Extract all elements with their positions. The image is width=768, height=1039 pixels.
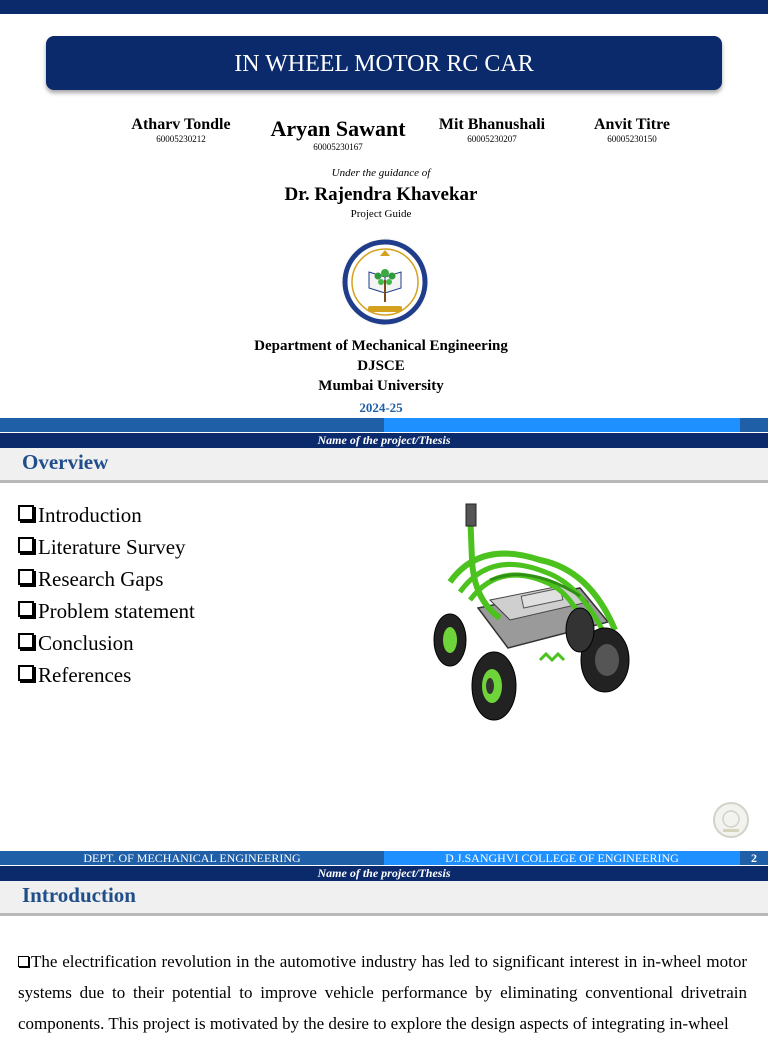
rc-car-image bbox=[430, 500, 650, 725]
list-item-label: Research Gaps bbox=[38, 567, 164, 591]
footer-college: D.J.SANGHVI COLLEGE OF ENGINEERING bbox=[384, 851, 740, 865]
footer-stripe-right bbox=[384, 418, 740, 432]
author-name: Anvit Titre bbox=[593, 116, 670, 133]
author-roll: 60005230207 bbox=[467, 134, 517, 144]
college-emblem-icon bbox=[336, 236, 434, 328]
list-item bbox=[18, 599, 195, 624]
watermark-logo bbox=[712, 801, 750, 839]
section-bar bbox=[0, 448, 768, 483]
title-banner: IN WHEEL MOTOR RC CAR bbox=[46, 36, 722, 90]
footer-stripe-left bbox=[0, 418, 384, 432]
checkbox-bullet-icon bbox=[18, 601, 34, 617]
page-number: 2 bbox=[740, 851, 768, 865]
author-name: Mit Bhanushali bbox=[438, 116, 546, 133]
list-item-label: Introduction bbox=[38, 503, 142, 527]
list-item-label: References bbox=[38, 663, 132, 687]
author-block bbox=[252, 116, 424, 152]
college-emblem-icon bbox=[712, 801, 750, 839]
footer-stripe-end bbox=[740, 418, 768, 432]
author-roll: 60005230167 bbox=[313, 142, 363, 152]
checkbox-bullet-icon bbox=[18, 537, 34, 553]
list-item bbox=[18, 535, 186, 560]
guide-name: Dr. Rajendra Khavekar bbox=[284, 184, 478, 205]
top-bar bbox=[0, 0, 768, 14]
list-item bbox=[18, 663, 131, 688]
university-name: Mumbai University bbox=[318, 378, 444, 394]
list-item bbox=[18, 567, 163, 592]
guide-role: Project Guide bbox=[350, 208, 412, 220]
checkbox-bullet-icon bbox=[18, 569, 34, 585]
author-name: Aryan Sawant bbox=[270, 116, 406, 141]
footer-department: DEPT. OF MECHANICAL ENGINEERING bbox=[0, 851, 384, 865]
list-item-label: Conclusion bbox=[38, 631, 134, 655]
section-title: Introduction bbox=[22, 883, 136, 907]
author-name: Atharv Tondle bbox=[131, 116, 231, 133]
list-item bbox=[18, 503, 142, 528]
intro-paragraph bbox=[18, 946, 747, 1039]
college-name: DJSCE bbox=[357, 358, 405, 374]
checkbox-bullet-icon bbox=[18, 633, 34, 649]
rc-car-render-icon bbox=[430, 500, 650, 725]
section-title: Overview bbox=[22, 450, 109, 474]
guidance-label: Under the guidance of bbox=[331, 167, 431, 179]
author-block bbox=[420, 116, 564, 144]
slide-header-bar: Name of the project/Thesis bbox=[0, 866, 768, 881]
author-roll: 60005230150 bbox=[607, 134, 657, 144]
college-logo bbox=[336, 236, 434, 328]
checkbox-bullet-icon bbox=[18, 956, 29, 967]
slide-header-bar: Name of the project/Thesis bbox=[0, 433, 768, 448]
intro-text: The electrification revolution in the automotive industry has led to significant interest in in-wheel motor systems due to their potential to improve vehicle performance by eliminating conventional drivetrain components. This project is motivated by the desire to explore the design aspects of integrating in-wheel bbox=[18, 952, 747, 1033]
author-block bbox=[572, 116, 692, 144]
list-item-label: Literature Survey bbox=[38, 535, 186, 559]
list-item bbox=[18, 631, 134, 656]
academic-year: 2024-25 bbox=[359, 400, 403, 415]
department-name: Department of Mechanical Engineering bbox=[254, 338, 508, 354]
author-roll: 60005230212 bbox=[156, 134, 206, 144]
checkbox-bullet-icon bbox=[18, 665, 34, 681]
checkbox-bullet-icon bbox=[18, 505, 34, 521]
author-block bbox=[111, 116, 251, 144]
list-item-label: Problem statement bbox=[38, 599, 195, 623]
